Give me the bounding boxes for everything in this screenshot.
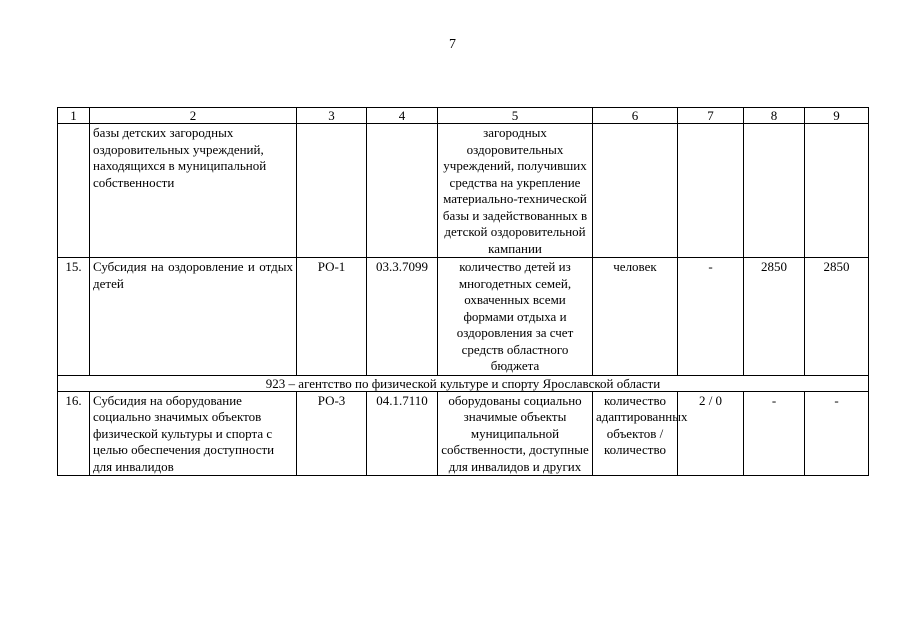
- page-number: 7: [449, 37, 456, 52]
- measure-name: Субсидия на оборудование социально значимых объектов физической культуры и спорта с целью обеспечения доступности для инвалидов: [90, 391, 297, 476]
- budget-code: 03.3.7099: [367, 258, 438, 376]
- header-cell: 5: [438, 108, 593, 124]
- header-cell: 8: [744, 108, 805, 124]
- header-cell: 9: [805, 108, 869, 124]
- header-cell: 6: [593, 108, 678, 124]
- section-row: [58, 375, 869, 391]
- header-cell: 4: [367, 108, 438, 124]
- value-col8: 2850: [744, 258, 805, 376]
- table-row: [58, 124, 869, 258]
- program-code: РО-3: [297, 391, 367, 476]
- budget-code: [367, 124, 438, 258]
- value-col9: -: [805, 391, 869, 476]
- program-table: [57, 107, 869, 476]
- value-col9: 2850: [805, 258, 869, 376]
- row-number: 16.: [58, 391, 90, 476]
- value-col7: [678, 124, 744, 258]
- unit: [593, 124, 678, 258]
- measure-name: базы детских загородных оздоровительных учреждений, находящихся в муниципальной собственности: [90, 124, 297, 258]
- value-col8: -: [744, 391, 805, 476]
- value-col8: [744, 124, 805, 258]
- unit: количество адаптированных объектов / количество: [593, 391, 678, 476]
- header-cell: 3: [297, 108, 367, 124]
- table-row: [58, 391, 869, 476]
- value-col7: 2 / 0: [678, 391, 744, 476]
- value-col7: -: [678, 258, 744, 376]
- indicator: оборудованы социально значимые объекты муниципальной собственности, доступные для инвалидов и других: [438, 391, 593, 476]
- indicator: количество детей из многодетных семей, охваченных всеми формами отдыха и оздоровления за счет средств областного бюджета: [438, 258, 593, 376]
- table-row: [58, 258, 869, 376]
- header-cell: 7: [678, 108, 744, 124]
- header-row: [58, 108, 869, 124]
- row-number: 15.: [58, 258, 90, 376]
- row-number: [58, 124, 90, 258]
- budget-code: 04.1.7110: [367, 391, 438, 476]
- header-cell: 2: [90, 108, 297, 124]
- section-title: 923 – агентство по физической культуре и спорту Ярославской области: [58, 375, 869, 391]
- program-code: [297, 124, 367, 258]
- value-col9: [805, 124, 869, 258]
- unit: человек: [593, 258, 678, 376]
- measure-name: Субсидия на оздоровление и отдых детей: [90, 258, 297, 376]
- program-code: РО-1: [297, 258, 367, 376]
- header-cell: 1: [58, 108, 90, 124]
- indicator: загородных оздоровительных учреждений, получивших средства на укрепление материально-технической базы и задействованных в детской оздоровительной кампании: [438, 124, 593, 258]
